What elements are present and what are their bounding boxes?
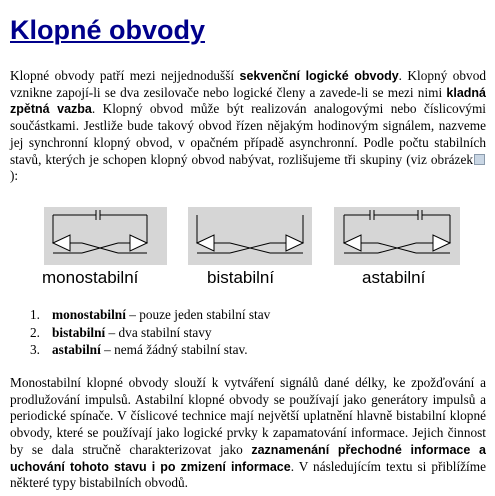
outro-text-1: Monostabilní klopné obvody slouží k vytváření signálů dané délky, ke zpožďování a prodlužování impulsů. Astabilní klopné obvody se používají jako generátory impulsů a periodické spínače. V číslicové technice mají největší uplatnění hlavně bistabilní klopné obvody, které se používají jako logické prvky k zapamatování informace. Jejich činnost by se dala stručně charakterizovat jako — [10, 375, 486, 457]
intro-text-2: . Klopný obvod vznikne zapojí-li se dva zesilovače nebo logické členy a zavede-li se mezi nimi — [10, 68, 486, 100]
term-record-information: zaznamenání přechodné informace a uchování tohoto stavu i po zmizení informace — [10, 442, 486, 474]
flipflop-types-list — [30, 306, 270, 359]
intro-text-3: . Klopný obvod může být realizován analogovými nebo číslicovými součástkami. Jestliže bude takový obvod řízen nějakým hodinovým signálem, nazveme jej synchronní klopný obvod, v opačném případě asynchronní. Podle počtu stabilních stavů, kterých je schopen klopný obvod nabývat, rozlišujeme tři skupiny (viz obrázek — [10, 101, 486, 167]
intro-paragraph — [10, 68, 486, 185]
outro-text-2: . V následujícím textu si přiblížíme některé typy bistabilních obvodů. — [10, 458, 486, 491]
figure-link-icon[interactable] — [474, 154, 485, 165]
page-title: Klopné obvody — [10, 15, 205, 45]
label-monostable: monostabilní — [42, 268, 139, 287]
astable-circuit — [334, 207, 460, 265]
outro-paragraph — [10, 375, 486, 492]
term-positive-feedback: kladná zpětná vazba — [10, 85, 486, 117]
intro-text-4: ): — [10, 168, 19, 184]
list-desc: – pouze jeden stabilní stav — [125, 307, 271, 322]
term-sequential-logic: sekvenční logické obvody — [239, 69, 399, 83]
label-astable: astabilní — [362, 268, 426, 287]
list-term: bistabilní — [52, 324, 106, 340]
bistable-circuit — [188, 207, 312, 265]
label-bistable: bistabilní — [207, 268, 275, 287]
list-desc: – nemá žádný stabilní stav. — [100, 342, 248, 357]
list-item: 2. bistabilní – dva stabilní stavy — [30, 324, 212, 340]
list-term: monostabilní — [52, 307, 126, 322]
list-desc: – dva stabilní stavy — [105, 324, 212, 340]
list-term: astabilní — [52, 342, 101, 357]
list-item: 3. astabilní – nemá žádný stabilní stav. — [30, 342, 248, 357]
list-item: 1. monostabilní – pouze jeden stabilní stav — [30, 307, 271, 322]
monostable-circuit — [44, 207, 167, 265]
intro-text-1: Klopné obvody patří mezi nejjednodušší — [10, 68, 240, 83]
flipflop-figure — [40, 205, 464, 295]
